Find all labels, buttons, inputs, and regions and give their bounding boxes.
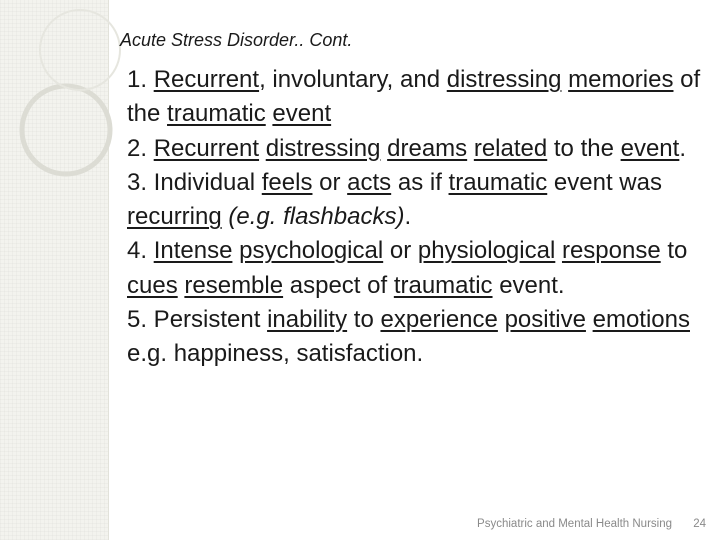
underlined-term: physiological [417,237,556,265]
text-segment: as if [391,168,449,196]
underlined-term: memories [568,66,674,93]
ring-small [40,10,120,90]
text-segment [467,135,474,162]
underlined-term: cues [127,271,178,299]
underlined-term: traumatic [167,100,266,128]
slide-body [127,63,702,372]
underlined-term: resemble [184,271,284,299]
text-segment: 4. [127,237,154,265]
underlined-term: positive [504,306,586,334]
text-segment: of the [127,66,701,128]
list-item [127,303,702,372]
underlined-term: Intense [153,237,233,265]
underlined-term: Recurrent [153,134,260,162]
text-segment [555,237,562,264]
text-segment: e.g. happiness, satisfaction. [127,340,424,368]
underlined-term: experience [380,306,498,334]
text-segment: to the [547,134,621,162]
slide-title: Acute Stress Disorder.. Cont. [120,30,353,50]
text-segment: or [312,168,348,196]
underlined-term: dreams [387,134,468,162]
text-segment: 3. Individual [127,168,262,196]
text-segment: aspect of [283,271,394,299]
underlined-term: acts [347,168,392,196]
text-segment: , involuntary, and [259,66,447,93]
underlined-term: Recurrent [153,66,260,93]
text-segment: 5. Persistent [127,306,268,334]
list-item [127,166,702,235]
text-segment [259,135,266,162]
underlined-term: related [473,134,548,162]
text-segment: 1. [127,66,154,93]
text-segment: . [679,134,686,162]
underlined-term: emotions [592,306,690,334]
text-segment: event. [492,271,565,299]
underlined-term: event [272,100,332,128]
list-item [127,132,702,166]
underlined-term: distressing [265,134,381,162]
underlined-term: recurring [127,203,222,231]
footer-text: Psychiatric and Mental Health Nursing [477,518,672,530]
underlined-term: psychological [239,237,384,265]
text-segment: event was [547,168,662,196]
text-segment: to [660,237,688,265]
underlined-term: event [620,134,680,162]
ring-large [22,86,110,174]
underlined-term: feels [261,168,313,196]
underlined-term: traumatic [448,168,548,196]
text-segment: . [404,203,412,231]
underlined-term: distressing [446,66,562,93]
list-item [127,63,702,132]
text-segment: (e.g. flashbacks) [221,203,405,231]
underlined-term: response [561,237,661,265]
underlined-term: traumatic [393,271,493,299]
text-segment [498,306,505,333]
underlined-term: inability [267,306,348,334]
page-number: 24 [693,518,706,530]
text-segment [586,306,593,333]
text-segment: 2. [127,134,154,162]
text-segment: to [347,306,381,334]
list-item [127,234,702,303]
text-segment: or [383,237,418,265]
